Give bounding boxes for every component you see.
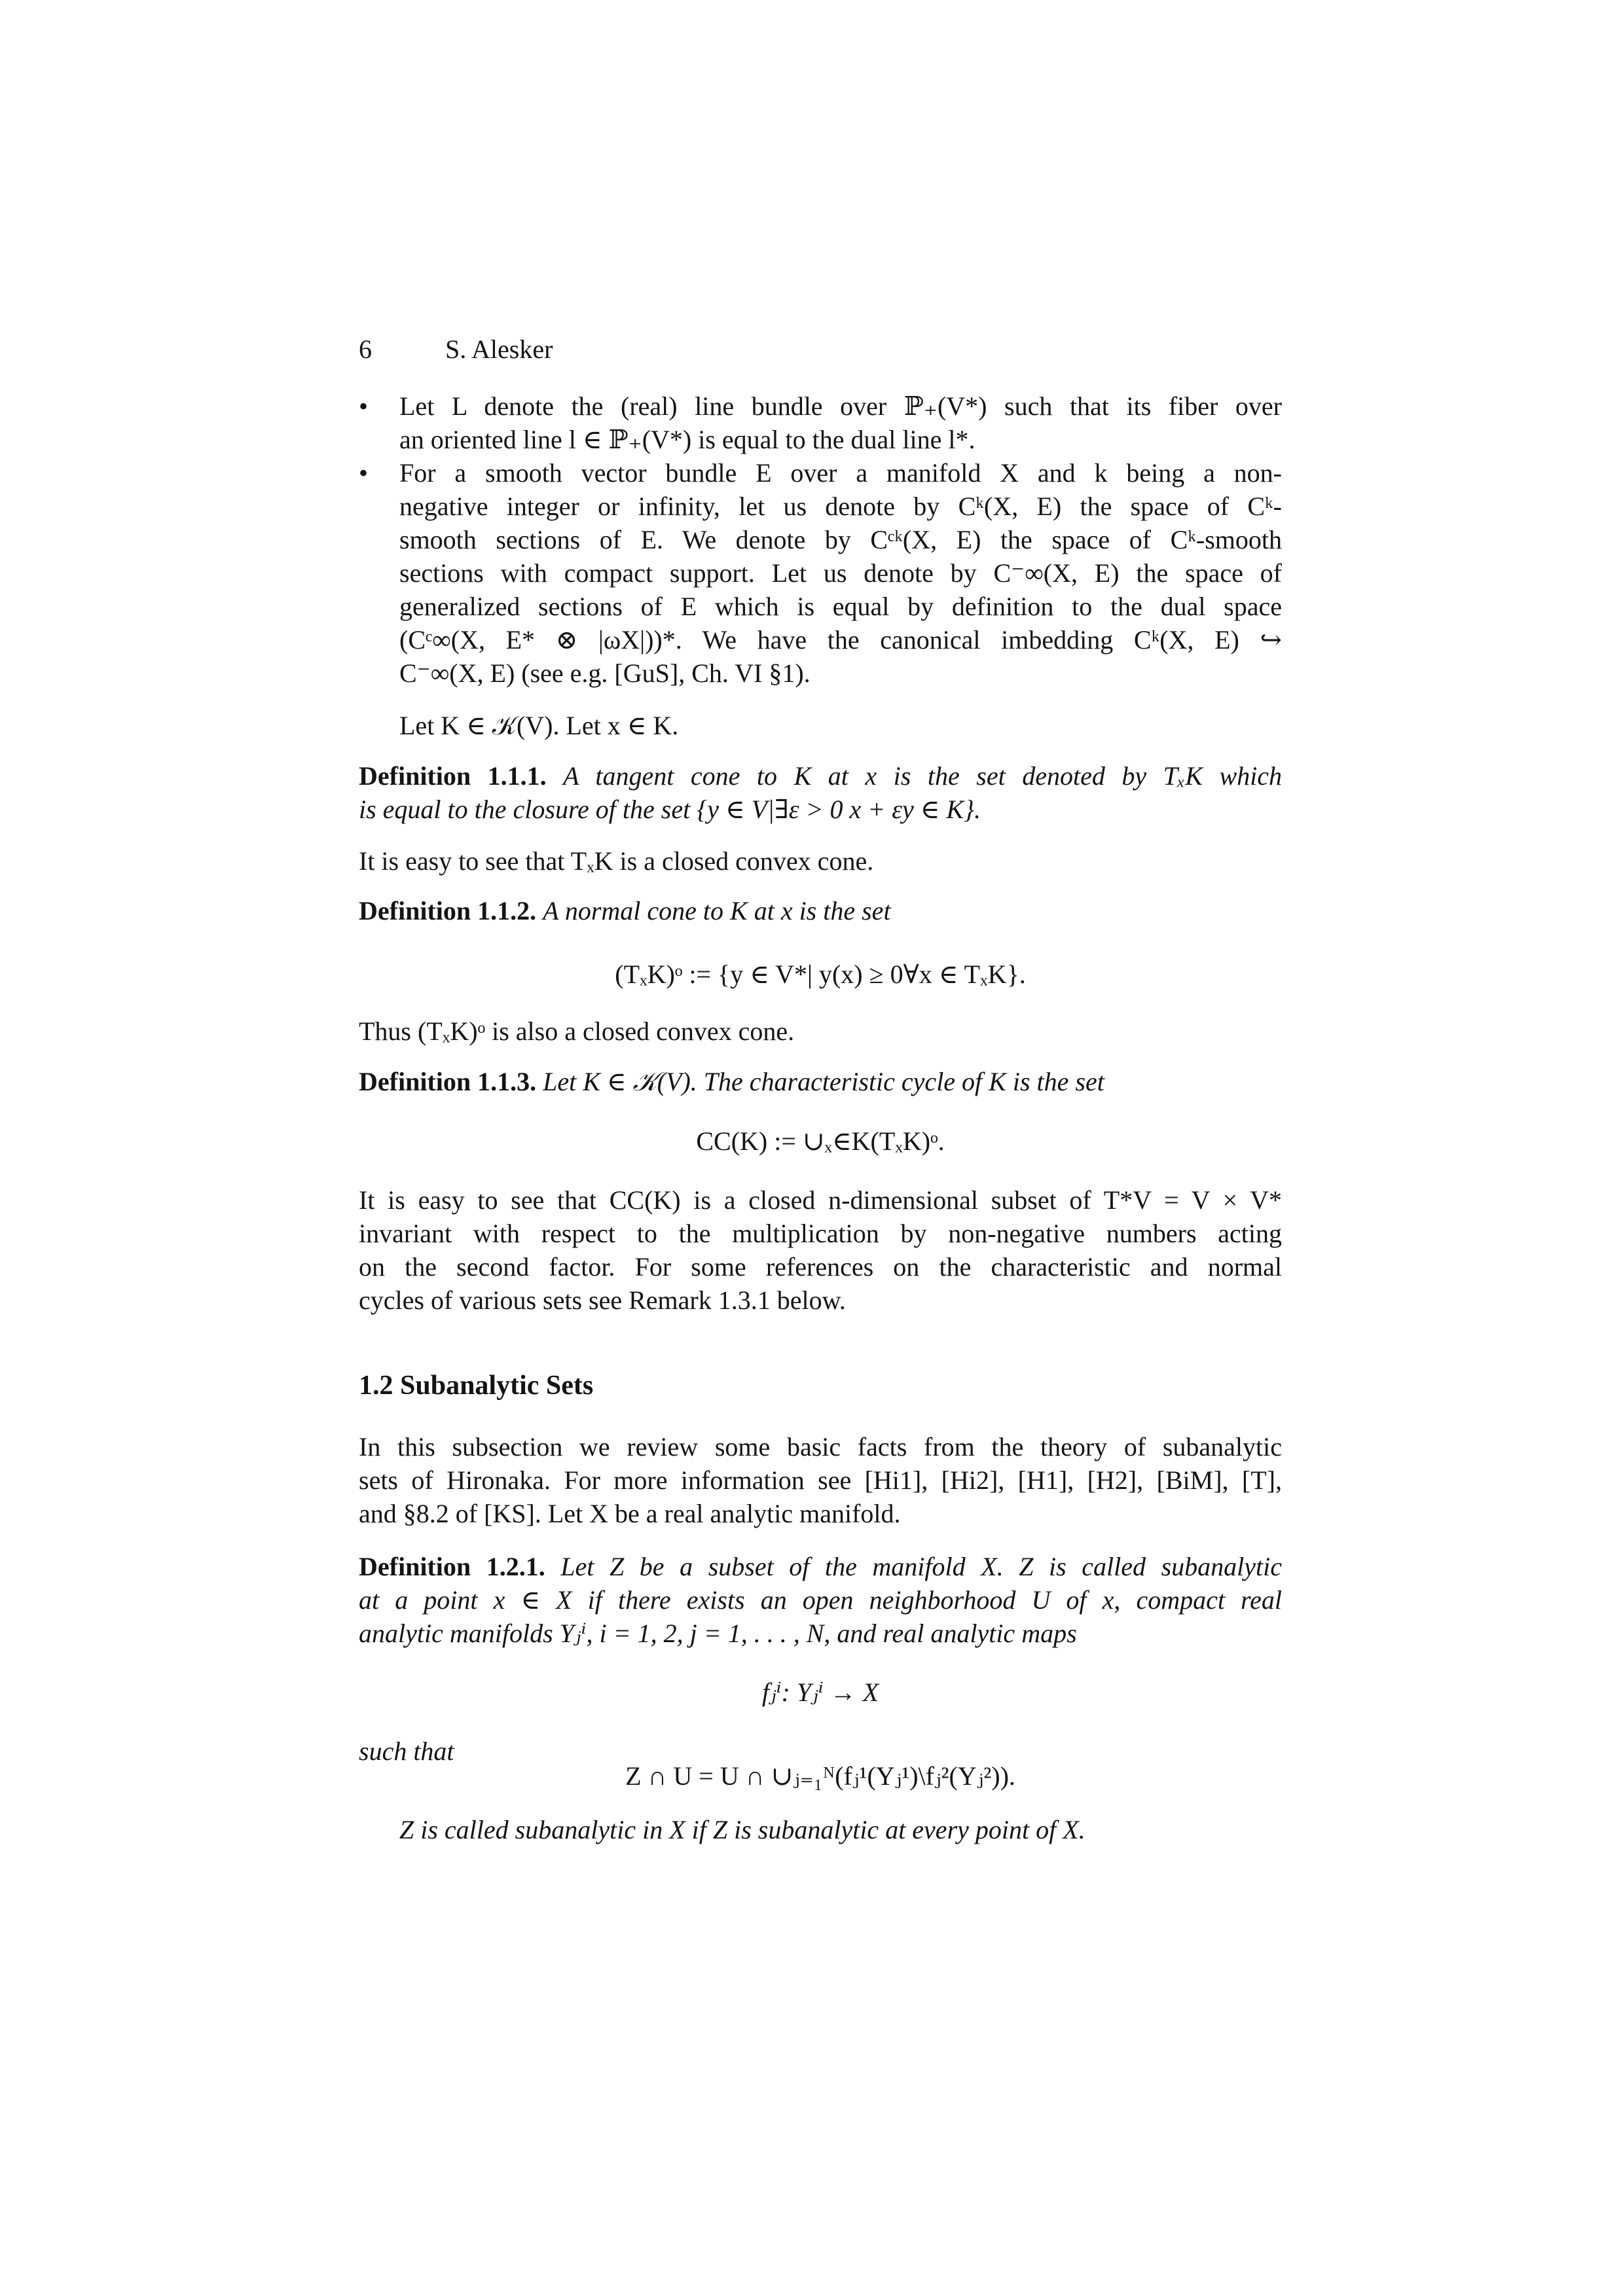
definition-text: analytic manifolds Yⱼⁱ, i = 1, 2, j = 1, . . . , N, and real analytic maps [359,1619,1077,1648]
tangent-cone-remark: It is easy to see that TₓK is a closed convex cone. [359,846,874,876]
bullet-icon: • [359,458,369,488]
text-line: smooth sections of E. We denote by Cᶜᵏ(X, E) the space of Cᵏ-smooth [399,525,1282,554]
let-k-statement: Let K ∈ 𝒦(V). Let x ∈ K. [399,711,679,740]
definition-text: at a point x ∈ X if there exists an open neighborhood U of x, compact real [359,1585,1282,1615]
definition-label: Definition 1.1.1. [359,761,547,791]
definition-text: is equal to the closure of the set {y ∈ V|∃ε > 0 x + εy ∈ K}. [359,795,981,824]
paragraph-subanalytic-intro [359,1430,1282,1530]
text-line: It is easy to see that CC(K) is a closed n-dimensional subset of T*V = V × V* [359,1185,1282,1215]
section-heading [359,1369,593,1403]
normal-cone-remark: Thus (TₓK)ᵒ is also a closed convex cone. [359,1016,795,1046]
definition-1-1-1 [359,759,1282,826]
display-characteristic-cycle: CC(K) := ∪ₓ∈K(TₓK)ᵒ. [696,1126,945,1156]
definition-label: Definition 1.1.2. [359,896,537,925]
display-subanalytic-condition: Z ∩ U = U ∩ ∪ⱼ₌₁ᴺ(fⱼ¹(Yⱼ¹)\fⱼ²(Yⱼ²)). [625,1761,1015,1791]
bullet-item-line-bundle [359,389,1282,456]
section-number: 1.2 [359,1371,393,1401]
section-title: Subanalytic Sets [400,1371,594,1401]
paragraph-characteristic-cycle [359,1183,1282,1317]
text-line: and §8.2 of [KS]. Let X be a real analytic manifold. [359,1499,901,1528]
text-line: an oriented line l ∈ ℙ₊(V*) is equal to the dual line l*. [399,425,976,454]
definition-text: Let K ∈ 𝒦(V). The characteristic cycle of K is the set [543,1067,1104,1096]
definition-1-1-3 [359,1065,1282,1098]
definition-label: Definition 1.1.3. [359,1067,537,1096]
definition-text: A normal cone to K at x is the set [543,896,891,925]
bullet-item-smooth-sections [359,456,1282,690]
definition-text: Let Z be a subset of the manifold X. Z is called subanalytic [560,1552,1283,1581]
definition-1-2-1 [359,1550,1282,1650]
text-line: sections with compact support. Let us denote by C⁻∞(X, E) the space of [399,558,1282,588]
running-header [359,332,1275,367]
display-normal-cone: (TₓK)ᵒ := {y ∈ V*| y(x) ≥ 0∀x ∈ TₓK}. [615,960,1026,989]
running-author: S. Alesker [445,334,553,364]
text-line: sets of Hironaka. For more information see [Hi1], [Hi2], [H1], [H2], [BiM], [T], [359,1465,1282,1495]
text-line: generalized sections of E which is equal by definition to the dual space [399,592,1282,621]
text-line: Let L denote the (real) line bundle over ℙ₊(V*) such that its fiber over [399,391,1282,421]
text-line: negative integer or infinity, let us denote by Cᵏ(X, E) the space of Cᵏ- [399,492,1282,521]
definition-1-1-2 [359,894,1282,927]
definition-text: A tangent cone to K at x is the set denoted by TₓK which [563,761,1282,791]
subanalytic-conclusion: Z is called subanalytic in X if Z is subanalytic at every point of X. [399,1815,1085,1844]
text-line: For a smooth vector bundle E over a manifold X and k being a non- [399,458,1282,488]
text-line: (Cᶜ∞(X, E* ⊗ |ωX|))*. We have the canonical imbedding Cᵏ(X, E) ↪ [399,625,1282,655]
text-line: C⁻∞(X, E) (see e.g. [GuS], Ch. VI §1). [399,658,811,688]
display-analytic-maps: fⱼⁱ: Yⱼⁱ → X [761,1677,879,1707]
page-number: 6 [359,334,372,364]
text-line: on the second factor. For some references on the characteristic and normal [359,1252,1282,1282]
bullet-icon: • [359,391,369,421]
text-line: In this subsection we review some basic facts from the theory of subanalytic [359,1432,1282,1462]
text-line: cycles of various sets see Remark 1.3.1 below. [359,1285,846,1315]
such-that-label: such that [359,1736,454,1766]
definition-label: Definition 1.2.1. [359,1552,545,1581]
text-line: invariant with respect to the multiplication by non-negative numbers acting [359,1219,1282,1248]
